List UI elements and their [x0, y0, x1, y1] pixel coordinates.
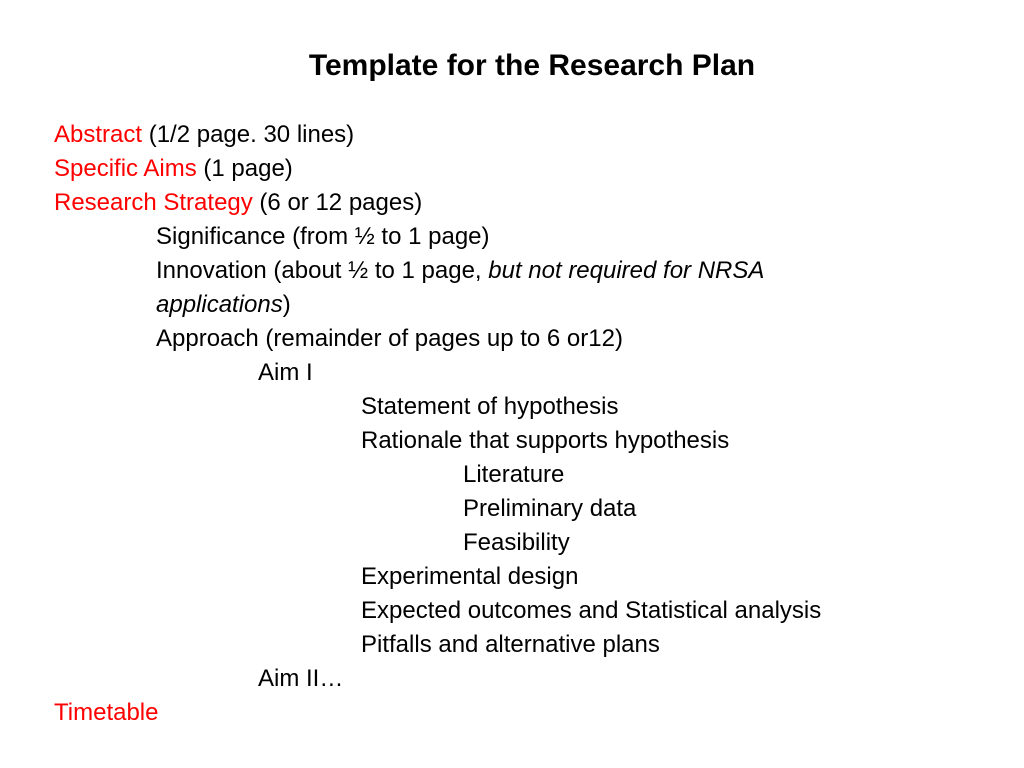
outline-item-abstract: [54, 118, 994, 152]
outline-item-literature: Literature: [463, 461, 565, 488]
outline-item-statement: Statement of hypothesis: [361, 393, 619, 420]
abstract-note: (1/2 page. 30 lines): [142, 121, 355, 148]
outline-item-rationale: Rationale that supports hypothesis: [361, 427, 730, 454]
innovation-italic: but not required for NRSA: [488, 257, 765, 284]
outline-item-preliminary: Preliminary data: [463, 495, 637, 522]
outline-item-aim-1: Aim I: [258, 359, 313, 386]
outline-item-expected: Expected outcomes and Statistical analysis: [361, 597, 822, 624]
innovation-close: ): [282, 291, 291, 318]
outline-item-specific-aims: [54, 152, 994, 186]
research-strategy-note: (6 or 12 pages): [252, 189, 423, 216]
outline-item-innovation: [54, 254, 994, 288]
outline-item-pitfalls: Pitfalls and alternative plans: [361, 631, 660, 658]
outline-item-innovation-cont: [54, 288, 994, 322]
research-strategy-label: Research Strategy: [54, 189, 253, 216]
innovation-text: Innovation (about ½ to 1 page,: [156, 257, 489, 284]
innovation-italic-cont: applications: [156, 291, 283, 318]
specific-aims-note: (1 page): [196, 155, 293, 182]
outline-item-research-strategy: [54, 186, 994, 220]
outline-item-experimental: Experimental design: [361, 563, 579, 590]
outline-list: [54, 118, 994, 730]
outline-item-significance: Significance (from ½ to 1 page): [156, 223, 490, 250]
outline-item-timetable: Timetable: [54, 699, 159, 726]
abstract-label: Abstract: [54, 121, 143, 148]
outline-item-feasibility: Feasibility: [463, 529, 570, 556]
outline-item-approach: Approach (remainder of pages up to 6 or12): [156, 325, 623, 352]
slide-title: Template for the Research Plan: [308, 49, 756, 82]
specific-aims-label: Specific Aims: [54, 155, 197, 182]
outline-item-aim-2: Aim II…: [258, 665, 344, 692]
